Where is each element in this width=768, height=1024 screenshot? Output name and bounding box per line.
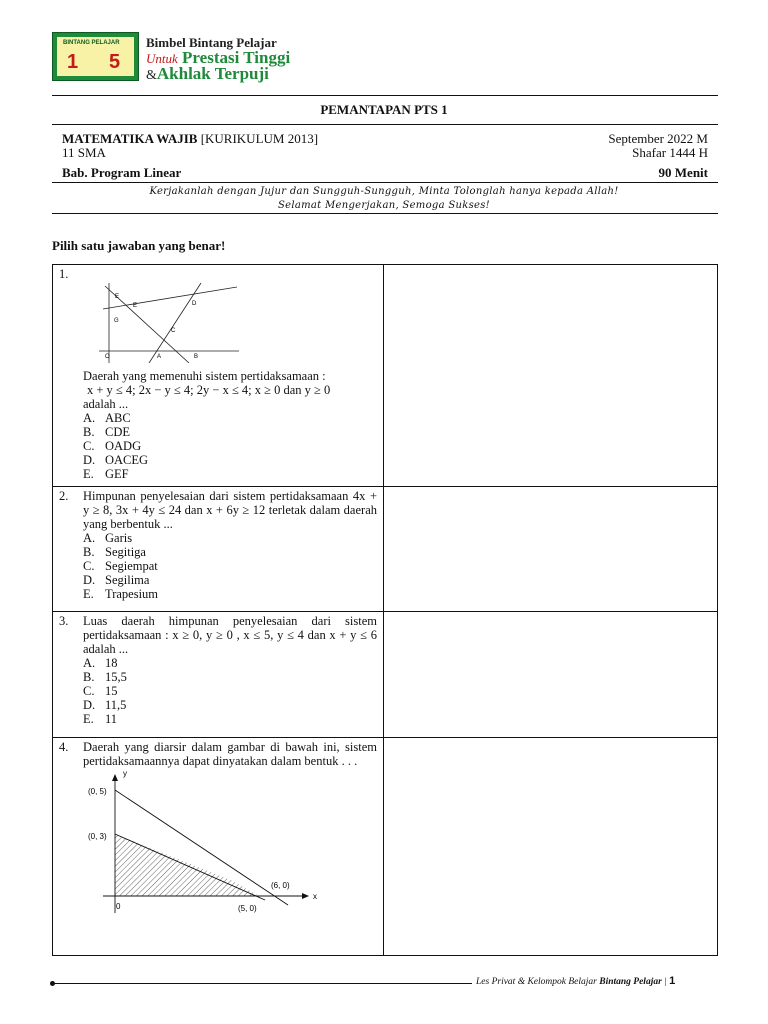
- option-letter: A.: [83, 656, 96, 670]
- option-letter: C.: [83, 439, 95, 453]
- option-d[interactable]: [59, 453, 377, 467]
- motto-line-1: Kerjakanlah dengan Jujur dan Sungguh-Sungguh, Minta Tolonglah hanya kepada Allah!: [149, 186, 619, 197]
- header-divider-top: [52, 95, 718, 96]
- header-divider: [52, 124, 718, 125]
- point-6-0: (6, 0): [271, 881, 290, 890]
- option-b[interactable]: [59, 545, 377, 559]
- label-c: C: [171, 328, 176, 334]
- option-letter: D.: [83, 453, 96, 467]
- option-e[interactable]: [59, 712, 377, 726]
- brand-amp: &: [146, 68, 157, 83]
- question-number: 1.: [59, 267, 69, 281]
- duration: 90 Menit: [658, 165, 708, 180]
- logo-number-1: 1: [67, 51, 79, 73]
- option-text: 15: [105, 684, 118, 698]
- brand-name: Bimbel Bintang Pelajar: [146, 35, 277, 50]
- label-a: A: [157, 354, 162, 360]
- question-text: Daerah yang memenuhi sistem pertidaksamaan :: [83, 369, 326, 383]
- date-hijri: Shafar 1444 H: [632, 145, 708, 160]
- question-3: [53, 612, 384, 738]
- option-text: Segiempat: [105, 559, 158, 573]
- label-g: G: [114, 318, 119, 324]
- option-text: 15,5: [105, 670, 127, 684]
- grade: 11 SMA: [62, 145, 106, 160]
- option-b[interactable]: [59, 670, 377, 684]
- option-letter: E.: [83, 587, 94, 601]
- footer-text: Les Privat & Kelompok Belajar: [476, 977, 600, 987]
- option-text: CDE: [105, 425, 130, 439]
- question-row-1: [53, 265, 718, 487]
- motto-divider-bottom: [52, 213, 718, 214]
- question-text: Luas daerah himpunan penyelesaian dari sistem pertidaksamaan : x ≥ 0, y ≥ 0 , x ≤ 5, y ≤ 4 dan x + y ≤ 6 adalah ...: [83, 614, 377, 656]
- option-letter: B.: [83, 425, 95, 439]
- brand-untuk: Untuk: [146, 51, 178, 66]
- option-letter: D.: [83, 573, 96, 587]
- chapter: Bab. Program Linear: [62, 165, 182, 180]
- motto-line-2: Selamat Mengerjakan, Semoga Sukses!: [277, 200, 490, 211]
- label-d: D: [192, 301, 197, 307]
- option-letter: C.: [83, 559, 95, 573]
- question-row-3: [53, 612, 718, 738]
- page-number: 1: [669, 975, 676, 987]
- option-a[interactable]: [59, 656, 377, 670]
- instruction: Pilih satu jawaban yang benar!: [52, 238, 226, 253]
- option-letter: C.: [83, 684, 95, 698]
- option-text: ABC: [105, 411, 131, 425]
- question-table: [52, 264, 718, 956]
- y-axis-label: y: [123, 769, 127, 778]
- option-text: 11,5: [105, 698, 127, 712]
- option-text: 11: [105, 712, 118, 726]
- footer: Les Privat & Kelompok Belajar Bintang Pelajar | 1: [476, 975, 676, 987]
- option-c[interactable]: [59, 439, 377, 453]
- option-text: Segilima: [105, 573, 150, 587]
- option-letter: D.: [83, 698, 96, 712]
- option-letter: E.: [83, 467, 94, 481]
- page-title: PEMANTAPAN PTS 1: [320, 102, 448, 117]
- answer-space-1: [384, 265, 718, 487]
- question-adalah: adalah ...: [83, 397, 129, 411]
- label-f: E: [115, 294, 120, 300]
- date-masehi: September 2022 M: [608, 131, 708, 146]
- footer-brand: Bintang Pelajar: [599, 977, 662, 987]
- point-0-3: (0, 3): [88, 832, 107, 841]
- option-text: OACEG: [105, 453, 149, 467]
- option-e[interactable]: [59, 587, 377, 601]
- option-letter: E.: [83, 712, 94, 726]
- point-0-5: (0, 5): [88, 787, 107, 796]
- question-text: Daerah yang diarsir dalam gambar di bawah ini, sistem pertidaksamaannya dapat dinyatakan dalam bentuk . . .: [83, 740, 377, 768]
- option-letter: B.: [83, 670, 95, 684]
- option-letter: A.: [83, 411, 96, 425]
- option-c[interactable]: [59, 684, 377, 698]
- option-e[interactable]: [59, 467, 377, 481]
- option-text: Garis: [105, 531, 133, 545]
- option-text: OADG: [105, 439, 142, 453]
- question-number: 4.: [59, 740, 69, 754]
- option-letter: B.: [83, 545, 95, 559]
- graph-figure: [83, 768, 343, 918]
- question-text: Himpunan penyelesaian dari sistem pertidaksamaan 4x + y ≥ 8, 3x + 4y ≤ 24 dan x + 6y ≥ 12 terletak dalam daerah yang berbentuk ...: [83, 489, 377, 531]
- option-letter: A.: [83, 531, 96, 545]
- option-d[interactable]: [59, 573, 377, 587]
- answer-space-2: [384, 487, 718, 612]
- x-axis-label: x: [313, 892, 317, 901]
- option-b[interactable]: [59, 425, 377, 439]
- label-o: O: [105, 354, 110, 360]
- point-5-0: (5, 0): [238, 904, 257, 913]
- option-text: Trapesium: [105, 587, 159, 601]
- question-row-2: [53, 487, 718, 612]
- answer-space-4: [384, 738, 718, 956]
- region-figure: [89, 281, 249, 363]
- motto-divider-top: [52, 182, 718, 183]
- option-a[interactable]: [59, 531, 377, 545]
- logo-number-5: 5: [109, 51, 121, 73]
- brand-prestasi: Prestasi Tinggi: [182, 48, 291, 67]
- question-row-4: [53, 738, 718, 956]
- question-system: x + y ≤ 4; 2x − y ≤ 4; 2y − x ≤ 4; x ≥ 0 dan y ≥ 0: [87, 383, 331, 397]
- option-c[interactable]: [59, 559, 377, 573]
- label-e: E: [133, 303, 138, 309]
- option-a[interactable]: [59, 411, 377, 425]
- question-number: 3.: [59, 614, 69, 628]
- option-text: GEF: [105, 467, 129, 481]
- logo: [52, 32, 139, 81]
- footer-line: [52, 983, 472, 984]
- answer-space-3: [384, 612, 718, 738]
- label-b: B: [194, 354, 199, 360]
- option-d[interactable]: [59, 698, 377, 712]
- logo-title: BINTANG PELAJAR: [63, 40, 120, 46]
- question-1: [53, 265, 384, 487]
- question-number: 2.: [59, 489, 69, 503]
- brand-tagline-2: [146, 64, 269, 84]
- origin-label: 0: [116, 902, 121, 911]
- question-4: [53, 738, 384, 956]
- question-2: [53, 487, 384, 612]
- option-text: 18: [105, 656, 118, 670]
- option-text: Segitiga: [105, 545, 146, 559]
- subject-name: MATEMATIKA WAJIB: [62, 131, 198, 146]
- subject-curriculum: [KURIKULUM 2013]: [197, 131, 319, 146]
- brand-akhlak: Akhlak Terpuji: [156, 64, 269, 83]
